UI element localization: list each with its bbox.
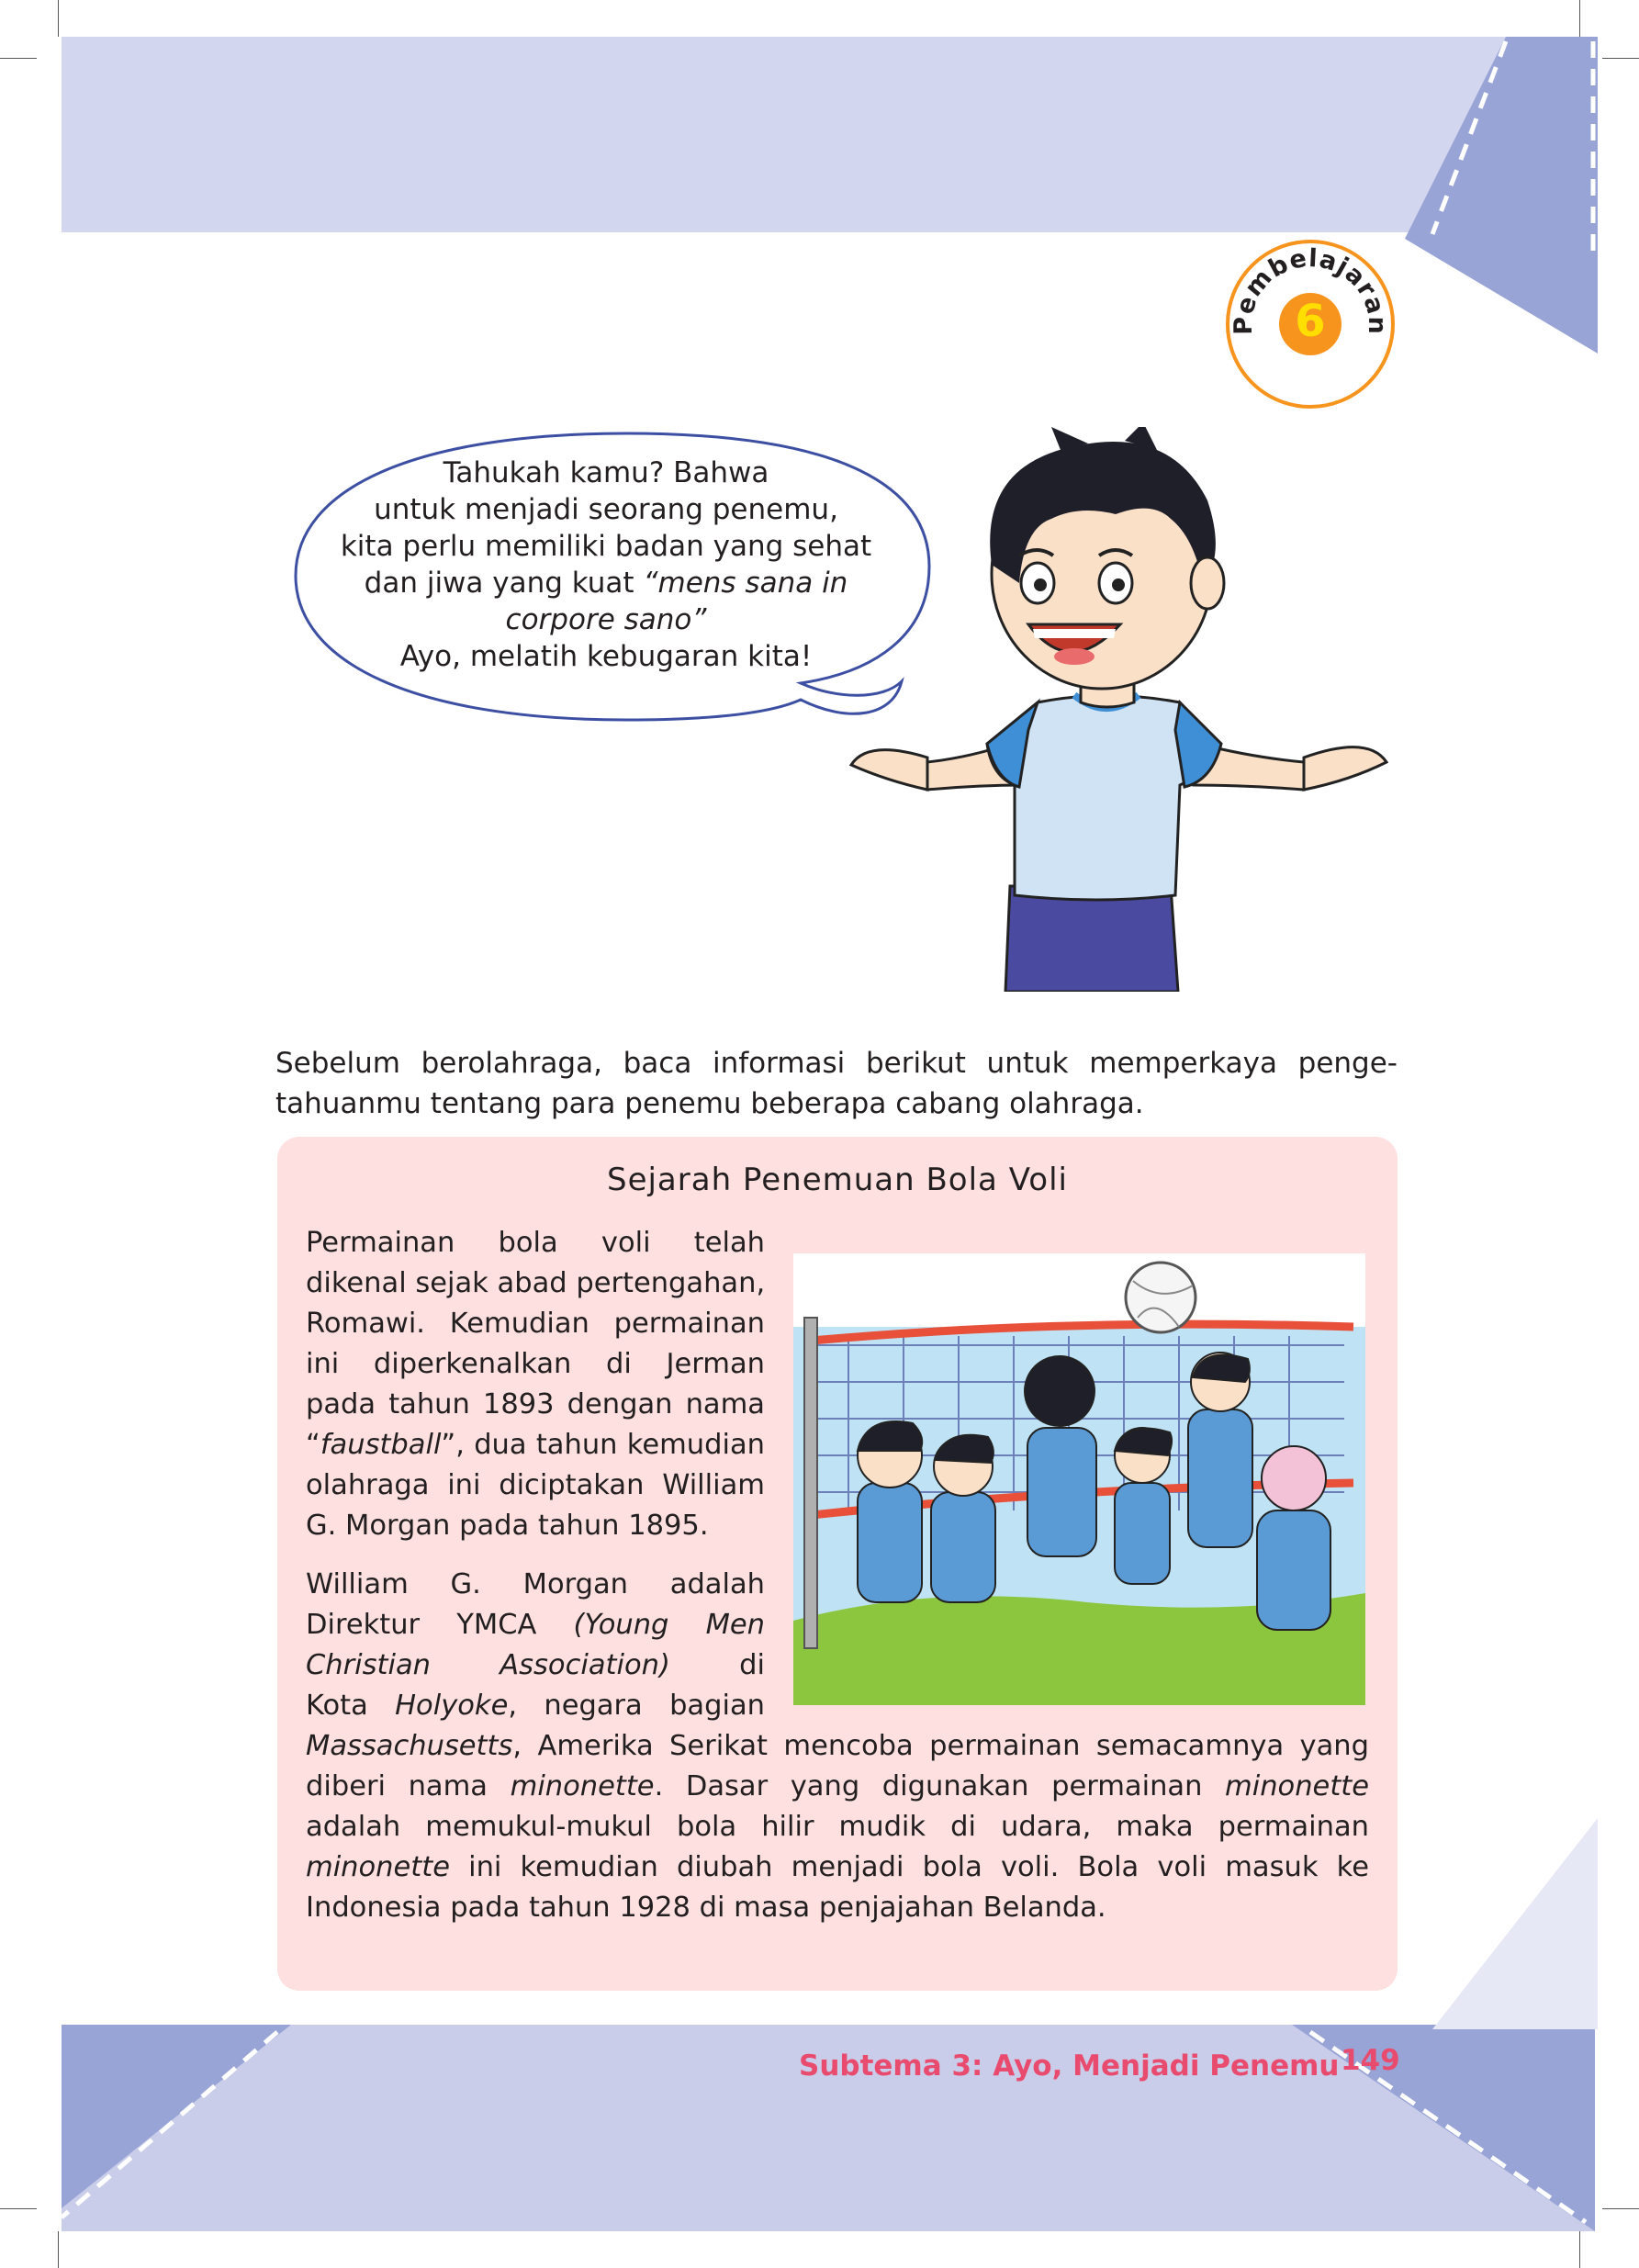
- article-paragraph-1: [306, 1223, 765, 1546]
- boy-illustration: [840, 427, 1396, 992]
- bubble-line: Ayo, melatih kebugaran kita!: [399, 640, 813, 673]
- right-triangle-decoration: [1432, 1818, 1598, 2029]
- text-fragment: di: [669, 1649, 765, 1681]
- italic-term: faustball: [320, 1429, 442, 1461]
- bubble-line: Tahukah kamu? Bahwa: [443, 456, 769, 489]
- header-band: [62, 37, 1517, 232]
- italic-term: minonette: [1225, 1770, 1369, 1802]
- bubble-line: untuk menjadi seorang penemu,: [374, 493, 838, 526]
- text-fragment: diberi nama: [306, 1770, 511, 1802]
- text-line: William G. Morgan adalah: [306, 1568, 765, 1600]
- crop-mark: [0, 58, 37, 59]
- italic-term: (Young Men: [573, 1609, 765, 1641]
- text-line: dikenal sejak abad pertengahan,: [306, 1267, 766, 1299]
- bubble-line: [303, 565, 909, 601]
- article-paragraph-2: [306, 1565, 765, 1726]
- text-line: [306, 1425, 765, 1465]
- text-line: [306, 1767, 1369, 1807]
- text-line: Romawi. Kemudian permainan: [306, 1308, 765, 1340]
- text-fragment: ”, dua tahun kemudian: [441, 1429, 765, 1461]
- italic-term: Holyoke: [395, 1690, 509, 1722]
- text-line: ini diperkenalkan di Jerman: [306, 1348, 765, 1380]
- text-line: pada tahun 1893 dengan nama: [306, 1388, 765, 1420]
- badge-label: Pembelajaran: [1229, 243, 1392, 335]
- text-fragment: Direktur YMCA: [306, 1609, 574, 1641]
- text-fragment: , negara bagian: [508, 1690, 765, 1722]
- text-line: adalah memukul-mukul bola hilir mudik di udara, maka permainan: [306, 1811, 1369, 1843]
- intro-paragraph: [275, 1043, 1398, 1124]
- crop-mark: [1602, 2208, 1639, 2209]
- crop-mark: [1579, 2231, 1580, 2268]
- text-line: Indonesia pada tahun 1928 di masa penjajahan Belanda.: [306, 1892, 1106, 1924]
- crop-mark: [0, 2208, 37, 2209]
- badge-number: 6: [1295, 296, 1326, 347]
- text-line: [306, 1645, 765, 1686]
- header-triangle-decoration: [1405, 37, 1598, 354]
- article-paragraph-3: [306, 1726, 1369, 1928]
- text-line: [306, 1847, 1369, 1888]
- bubble-line: kita perlu memiliki badan yang sehat: [340, 530, 872, 563]
- footer-subtheme: Subtema 3: Ayo, Menjadi Penemu: [799, 2049, 1340, 2083]
- bubble-text-fragment: dan jiwa yang kuat: [364, 567, 644, 600]
- page-number: 149: [1341, 2044, 1400, 2077]
- crop-mark: [1579, 0, 1580, 37]
- text-line: olahraga ini diciptakan William: [306, 1469, 765, 1501]
- text-fragment: , Amerika Serikat mencoba permainan semacamnya yang: [512, 1730, 1369, 1762]
- crop-mark: [58, 0, 59, 37]
- text-fragment: ini kemudian diubah menjadi bola voli. Bola voli masuk ke: [449, 1851, 1369, 1883]
- text-fragment: Kota: [306, 1690, 396, 1722]
- crop-mark: [58, 2231, 59, 2268]
- italic-term: Massachusetts: [306, 1730, 513, 1762]
- italic-term: minonette: [510, 1770, 655, 1802]
- italic-term: minonette: [306, 1851, 450, 1883]
- article-title: Sejarah Penemuan Bola Voli: [606, 1162, 1069, 1198]
- bubble-line: [303, 601, 909, 638]
- intro-line: tahuanmu tentang para penemu beberapa cabang olahraga.: [275, 1087, 1144, 1120]
- intro-line: Sebelum berolahraga, baca informasi berikut untuk memperkaya penge-: [275, 1047, 1398, 1080]
- text-fragment: “: [306, 1429, 320, 1461]
- speech-bubble-text: [303, 455, 909, 675]
- crop-mark: [1602, 58, 1639, 59]
- latin-quote: “mens sana in: [643, 567, 848, 600]
- text-line: G. Morgan pada tahun 1895.: [306, 1510, 709, 1542]
- text-line: [306, 1726, 1369, 1767]
- text-line: [306, 1686, 765, 1726]
- text-fragment: . Dasar yang digunakan permainan: [654, 1770, 1226, 1802]
- text-line: Permainan bola voli telah: [306, 1227, 765, 1259]
- italic-term: Christian Association): [306, 1649, 670, 1681]
- latin-quote: corpore sano”: [505, 603, 707, 636]
- volleyball-illustration: [793, 1253, 1365, 1705]
- text-line: [306, 1605, 765, 1645]
